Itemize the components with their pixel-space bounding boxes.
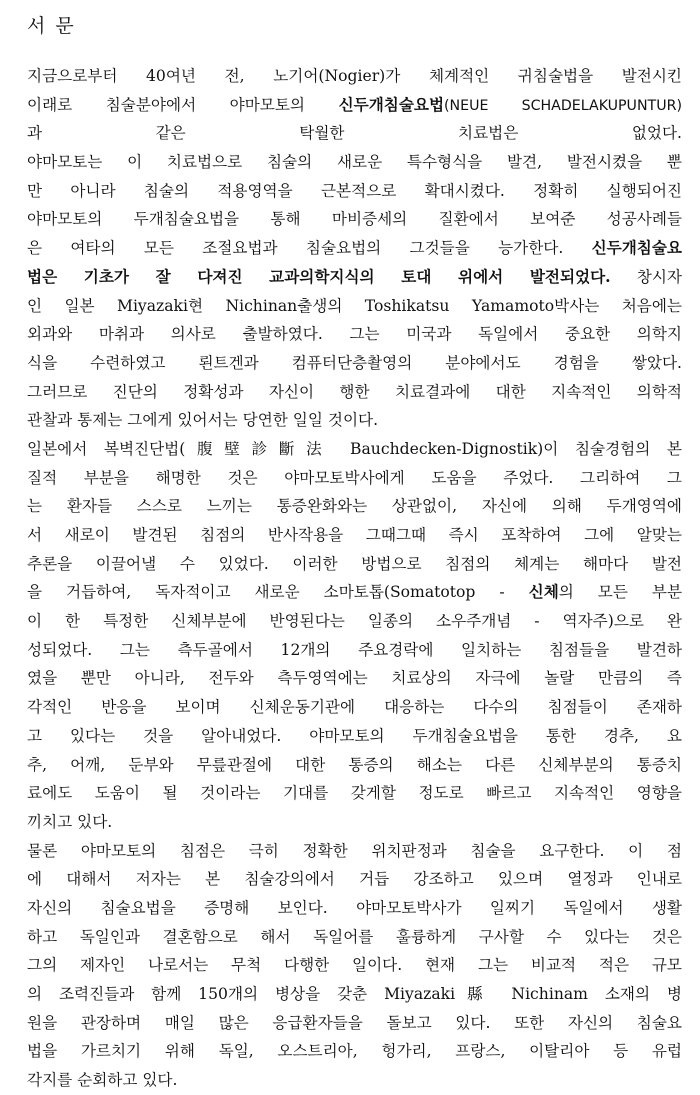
text-span: 그러므로 진단의 정확성과 자신이 행한 치료결과에 대한 지속적인 의학적 xyxy=(27,382,682,401)
text-span: 추, 어깨, 둔부와 무릎관절에 대한 통증의 해소는 다른 신체부분의 통증치 xyxy=(27,755,682,774)
text-line xyxy=(27,808,682,837)
text-line xyxy=(27,894,682,923)
text-span: 만 아니라 침술의 적용영역을 근본적으로 확대시켰다. 정확히 실행되어진 xyxy=(27,181,682,200)
text-span: 원을 관장하며 매일 많은 응급환자들을 돌보고 있다. 또한 자신의 침술요 xyxy=(27,1013,682,1032)
page-title: 서 문 xyxy=(27,15,76,37)
bold-text: 법은 기초가 잘 다져진 교과의학지식의 토대 위에서 발전되었다. xyxy=(27,266,611,286)
text-line xyxy=(27,779,682,808)
text-span: 성되었다. 그는 측두골에서 12개의 주요경락에 일치하는 침점들을 발견하 xyxy=(27,640,682,659)
text-line xyxy=(27,177,682,206)
text-span: 외과와 마취과 의사로 출발하였다. 그는 미국과 독일에서 중요한 의학지 xyxy=(27,325,682,344)
text-line xyxy=(27,837,682,866)
text-span: 이래로 침술분야에서 야마모토의 xyxy=(27,95,339,114)
body-text xyxy=(27,62,682,1095)
text-span: 하고 독일인과 결혼함으로 해서 독일어를 훌륭하게 구사할 수 있다는 것은 xyxy=(27,927,682,946)
text-line xyxy=(27,263,682,292)
text-span: 그의 제자인 나로서는 무척 다행한 일이다. 현재 그는 비교적 적은 규모 xyxy=(27,956,682,975)
text-span: 창시자 xyxy=(610,267,682,286)
text-line xyxy=(27,664,682,693)
text-span: 야마모토의 두개침술요법을 통해 마비증세의 질환에서 보여준 성공사례들 xyxy=(27,210,682,229)
text-span: 질적 부분을 해명한 것은 야마모토박사에게 도움을 주었다. 그리하여 그 xyxy=(27,468,682,487)
text-line xyxy=(27,951,682,980)
text-line xyxy=(27,521,682,550)
text-line xyxy=(27,578,682,607)
text-line xyxy=(27,1037,682,1066)
paragraph xyxy=(27,435,682,837)
text-line xyxy=(27,923,682,952)
bold-text: 신체 xyxy=(528,582,559,602)
text-line xyxy=(27,636,682,665)
text-line xyxy=(27,91,682,120)
paragraph xyxy=(27,837,682,1095)
text-span: 에 대해서 저자는 본 침술강의에서 거듭 강조하고 있으며 열정과 인내로 xyxy=(27,870,682,889)
text-line xyxy=(27,435,682,464)
text-span: 료에도 도움이 될 것이라는 기대를 갖게할 정도로 빠르고 지속적인 영향을 xyxy=(27,784,682,803)
text-span: 법을 가르치기 위해 독일, 오스트리아, 헝가리, 프랑스, 이탈리아 등 유럽 xyxy=(27,1042,682,1061)
text-span: (NEUE SCHADELAKUPUNTUR) xyxy=(444,97,682,114)
text-line xyxy=(27,62,682,91)
text-span: 물론 야마모토의 침점은 극히 정확한 위치판정과 침술을 요구한다. 이 점 xyxy=(27,841,682,860)
text-span: 끼치고 있다. xyxy=(27,812,113,831)
bold-text: 신두개침술요법 xyxy=(338,94,445,114)
paragraph xyxy=(27,148,682,435)
text-line xyxy=(27,1066,682,1095)
text-line xyxy=(27,550,682,579)
text-span: 을 거듭하여, 독자적이고 새로운 소마토톱(Somatotop - xyxy=(27,583,529,602)
text-span: 의 조력진들과 함께 150개의 병상을 갖춘 Miyazaki縣 Nichinam 소재의 병 xyxy=(27,985,682,1003)
text-line xyxy=(27,205,682,234)
text-line xyxy=(27,406,682,435)
text-span: 지금으로부터 40여년 전, 노기어(Nogier)가 체계적인 귀침술법을 발전시킨 xyxy=(27,67,682,85)
text-line xyxy=(27,751,682,780)
text-line xyxy=(27,865,682,894)
text-span: 일본에서 복벽진단법(腹壁診斷法 Bauchdecken-Dignostik)이 침술경험의 본 xyxy=(27,439,682,458)
text-line xyxy=(27,148,682,177)
text-line xyxy=(27,349,682,378)
text-span: 고 있다는 것을 알아내었다. 야마모토의 두개침술요법을 통한 경추, 요 xyxy=(27,726,682,745)
bold-text: 신두개침술요 xyxy=(591,238,682,258)
text-line xyxy=(27,1009,682,1038)
text-span: 자신의 침술요법을 증명해 보인다. 야마모토박사가 일찌기 독일에서 생활 xyxy=(27,898,682,917)
text-span: 야마모토는 이 치료법으로 침술의 새로운 특수형식을 발견, 발전시켰을 뿐 xyxy=(27,153,682,172)
text-span: 각적인 반응을 보이며 신체운동기관에 대응하는 다수의 침점들이 존재하 xyxy=(27,698,682,717)
text-span: 은 여타의 모든 조절요법과 침술요법의 그것들을 능가한다. xyxy=(27,239,592,258)
paragraph xyxy=(27,62,682,148)
text-span: 의 모든 부분 xyxy=(558,583,682,602)
text-line xyxy=(27,320,682,349)
text-line xyxy=(27,464,682,493)
text-line xyxy=(27,693,682,722)
text-line xyxy=(27,492,682,521)
text-line xyxy=(27,292,682,321)
text-span: 식을 수련하였고 뢴트겐과 컴퓨터단층촬영의 분야에서도 경험을 쌓았다. xyxy=(27,353,682,372)
text-line xyxy=(27,378,682,407)
text-line xyxy=(27,980,682,1009)
text-line xyxy=(27,722,682,751)
text-span: 관찰과 통제는 그에게 있어서는 당연한 일일 것이다. xyxy=(27,411,379,430)
text-span: 과 같은 탁월한 치료법은 없었다. xyxy=(27,124,682,143)
text-line xyxy=(27,607,682,636)
text-span: 이 한 특정한 신체부분에 반영된다는 일종의 소우주개념 - 역자주)으로 완 xyxy=(27,612,682,631)
text-span: 는 환자들 스스로 느끼는 통증완화와는 상관없이, 자신에 의해 두개영역에 xyxy=(27,497,682,516)
text-span: 추론을 이끌어낼 수 있었다. 이러한 방법으로 침점의 체계는 해마다 발전 xyxy=(27,554,682,573)
text-span: 인 일본 Miyazaki현 Nichinan출생의 Toshikatsu Yamamoto박사는 처음에는 xyxy=(27,296,682,315)
text-line xyxy=(27,234,682,263)
text-span: 서 새로이 발견된 침점의 반사작용을 그때그때 즉시 포착하여 그에 알맞는 xyxy=(27,526,682,544)
text-span: 각지를 순회하고 있다. xyxy=(27,1071,178,1090)
text-span: 였을 뿐만 아니라, 전두와 측두영역에는 치료상의 자극에 놀랄 만큼의 즉 xyxy=(27,669,682,688)
text-line xyxy=(27,119,682,148)
